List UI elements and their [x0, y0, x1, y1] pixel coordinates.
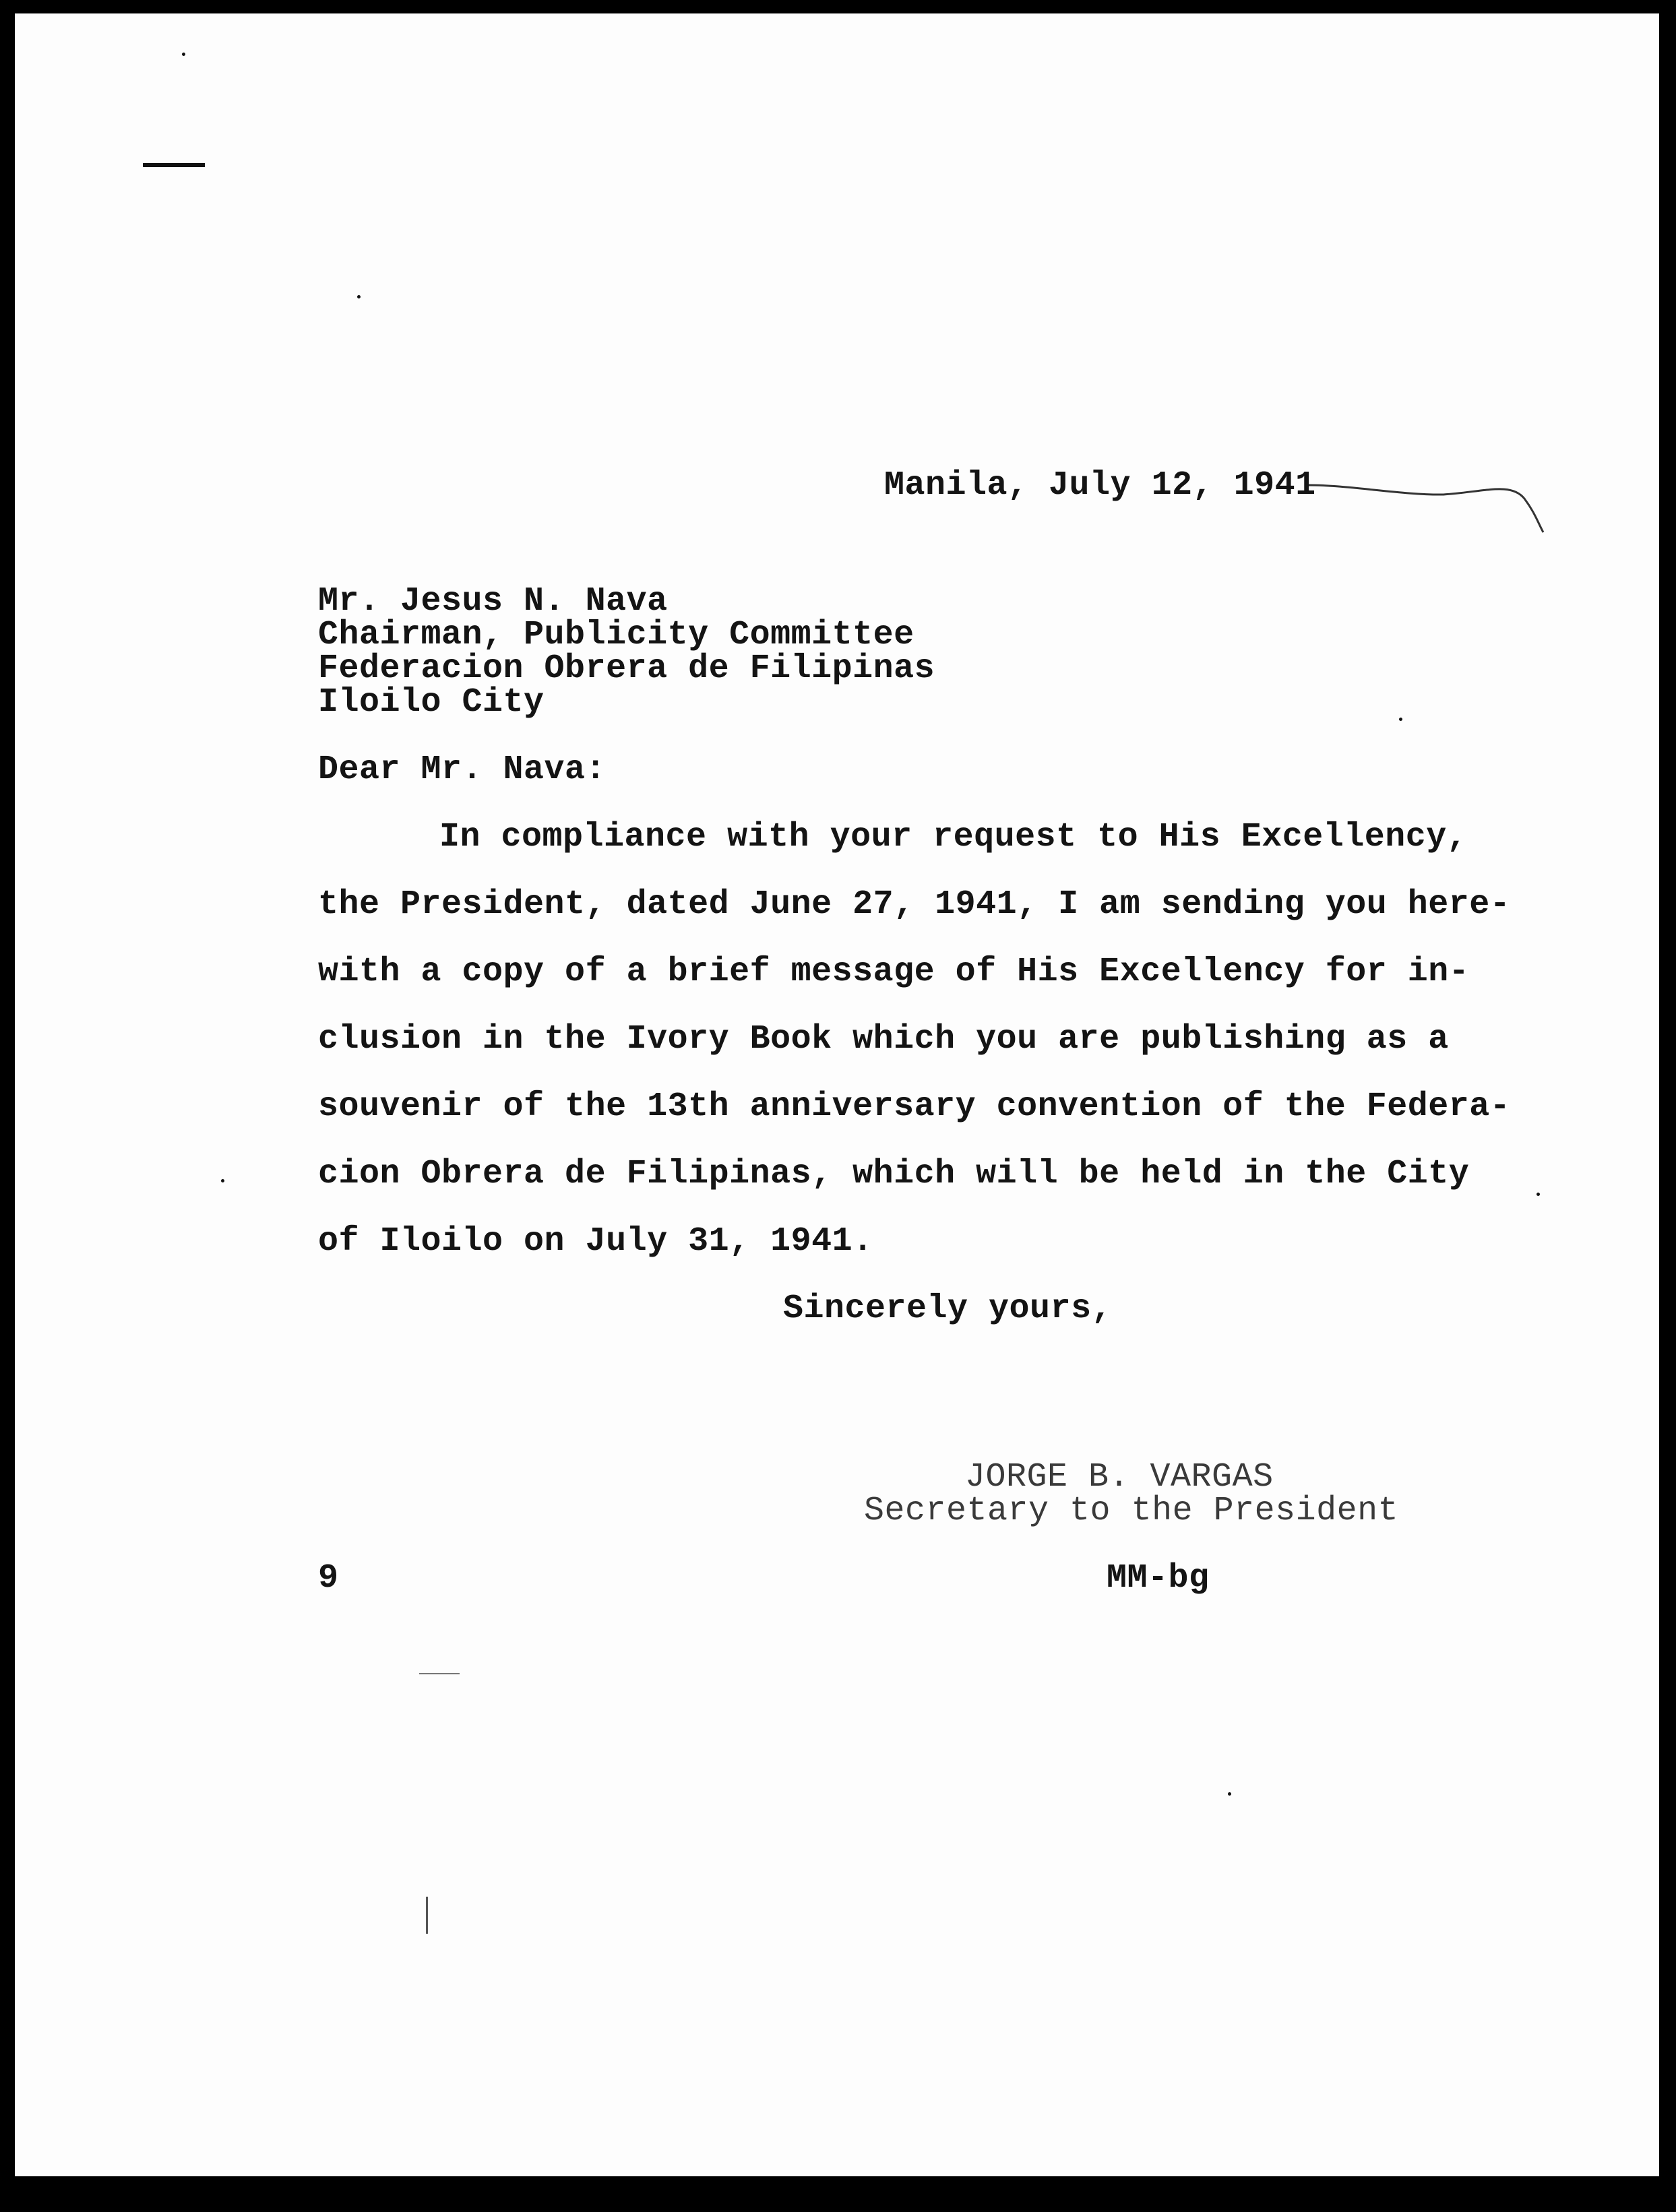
body-line: clusion in the Ivory Book which you are publishing as a: [318, 1020, 1449, 1058]
speck: [221, 1179, 224, 1182]
recipient-name: Mr. Jesus N. Nava: [318, 582, 668, 621]
closing: Sincerely yours,: [783, 1290, 1113, 1328]
pencil-flourish: [1309, 472, 1578, 539]
speck: [1399, 718, 1402, 721]
body-line: cion Obrera de Filipinas, which will be held in the City: [318, 1155, 1470, 1193]
reference-initials: MM-bg: [1107, 1559, 1210, 1598]
pencil-dash: [419, 1673, 460, 1674]
letter-page: [15, 13, 1659, 2176]
speck: [182, 53, 185, 56]
speck: [357, 295, 361, 298]
speck: [1537, 1193, 1540, 1196]
recipient-city: Iloilo City: [318, 683, 545, 722]
recipient-title: Chairman, Publicity Committee: [318, 616, 914, 654]
speck: [1228, 1792, 1231, 1796]
body-line: the President, dated June 27, 1941, I am sending you here-: [318, 885, 1511, 924]
date-line: Manila, July 12, 1941: [884, 466, 1316, 505]
body-line: In compliance with your request to His Excellency,: [439, 818, 1468, 856]
margin-dash-mark: [143, 163, 205, 167]
pencil-tick: [426, 1897, 428, 1934]
salutation: Dear Mr. Nava:: [318, 751, 607, 789]
signer-title: Secretary to the President: [864, 1492, 1399, 1530]
recipient-organization: Federacion Obrera de Filipinas: [318, 650, 935, 688]
signer-name: JORGE B. VARGAS: [965, 1458, 1274, 1496]
body-line: of Iloilo on July 31, 1941.: [318, 1222, 873, 1261]
body-line: with a copy of a brief message of His Excellency for in-: [318, 953, 1470, 991]
body-line: souvenir of the 13th anniversary convention of the Federa-: [318, 1087, 1511, 1126]
file-number: 9: [318, 1559, 339, 1598]
